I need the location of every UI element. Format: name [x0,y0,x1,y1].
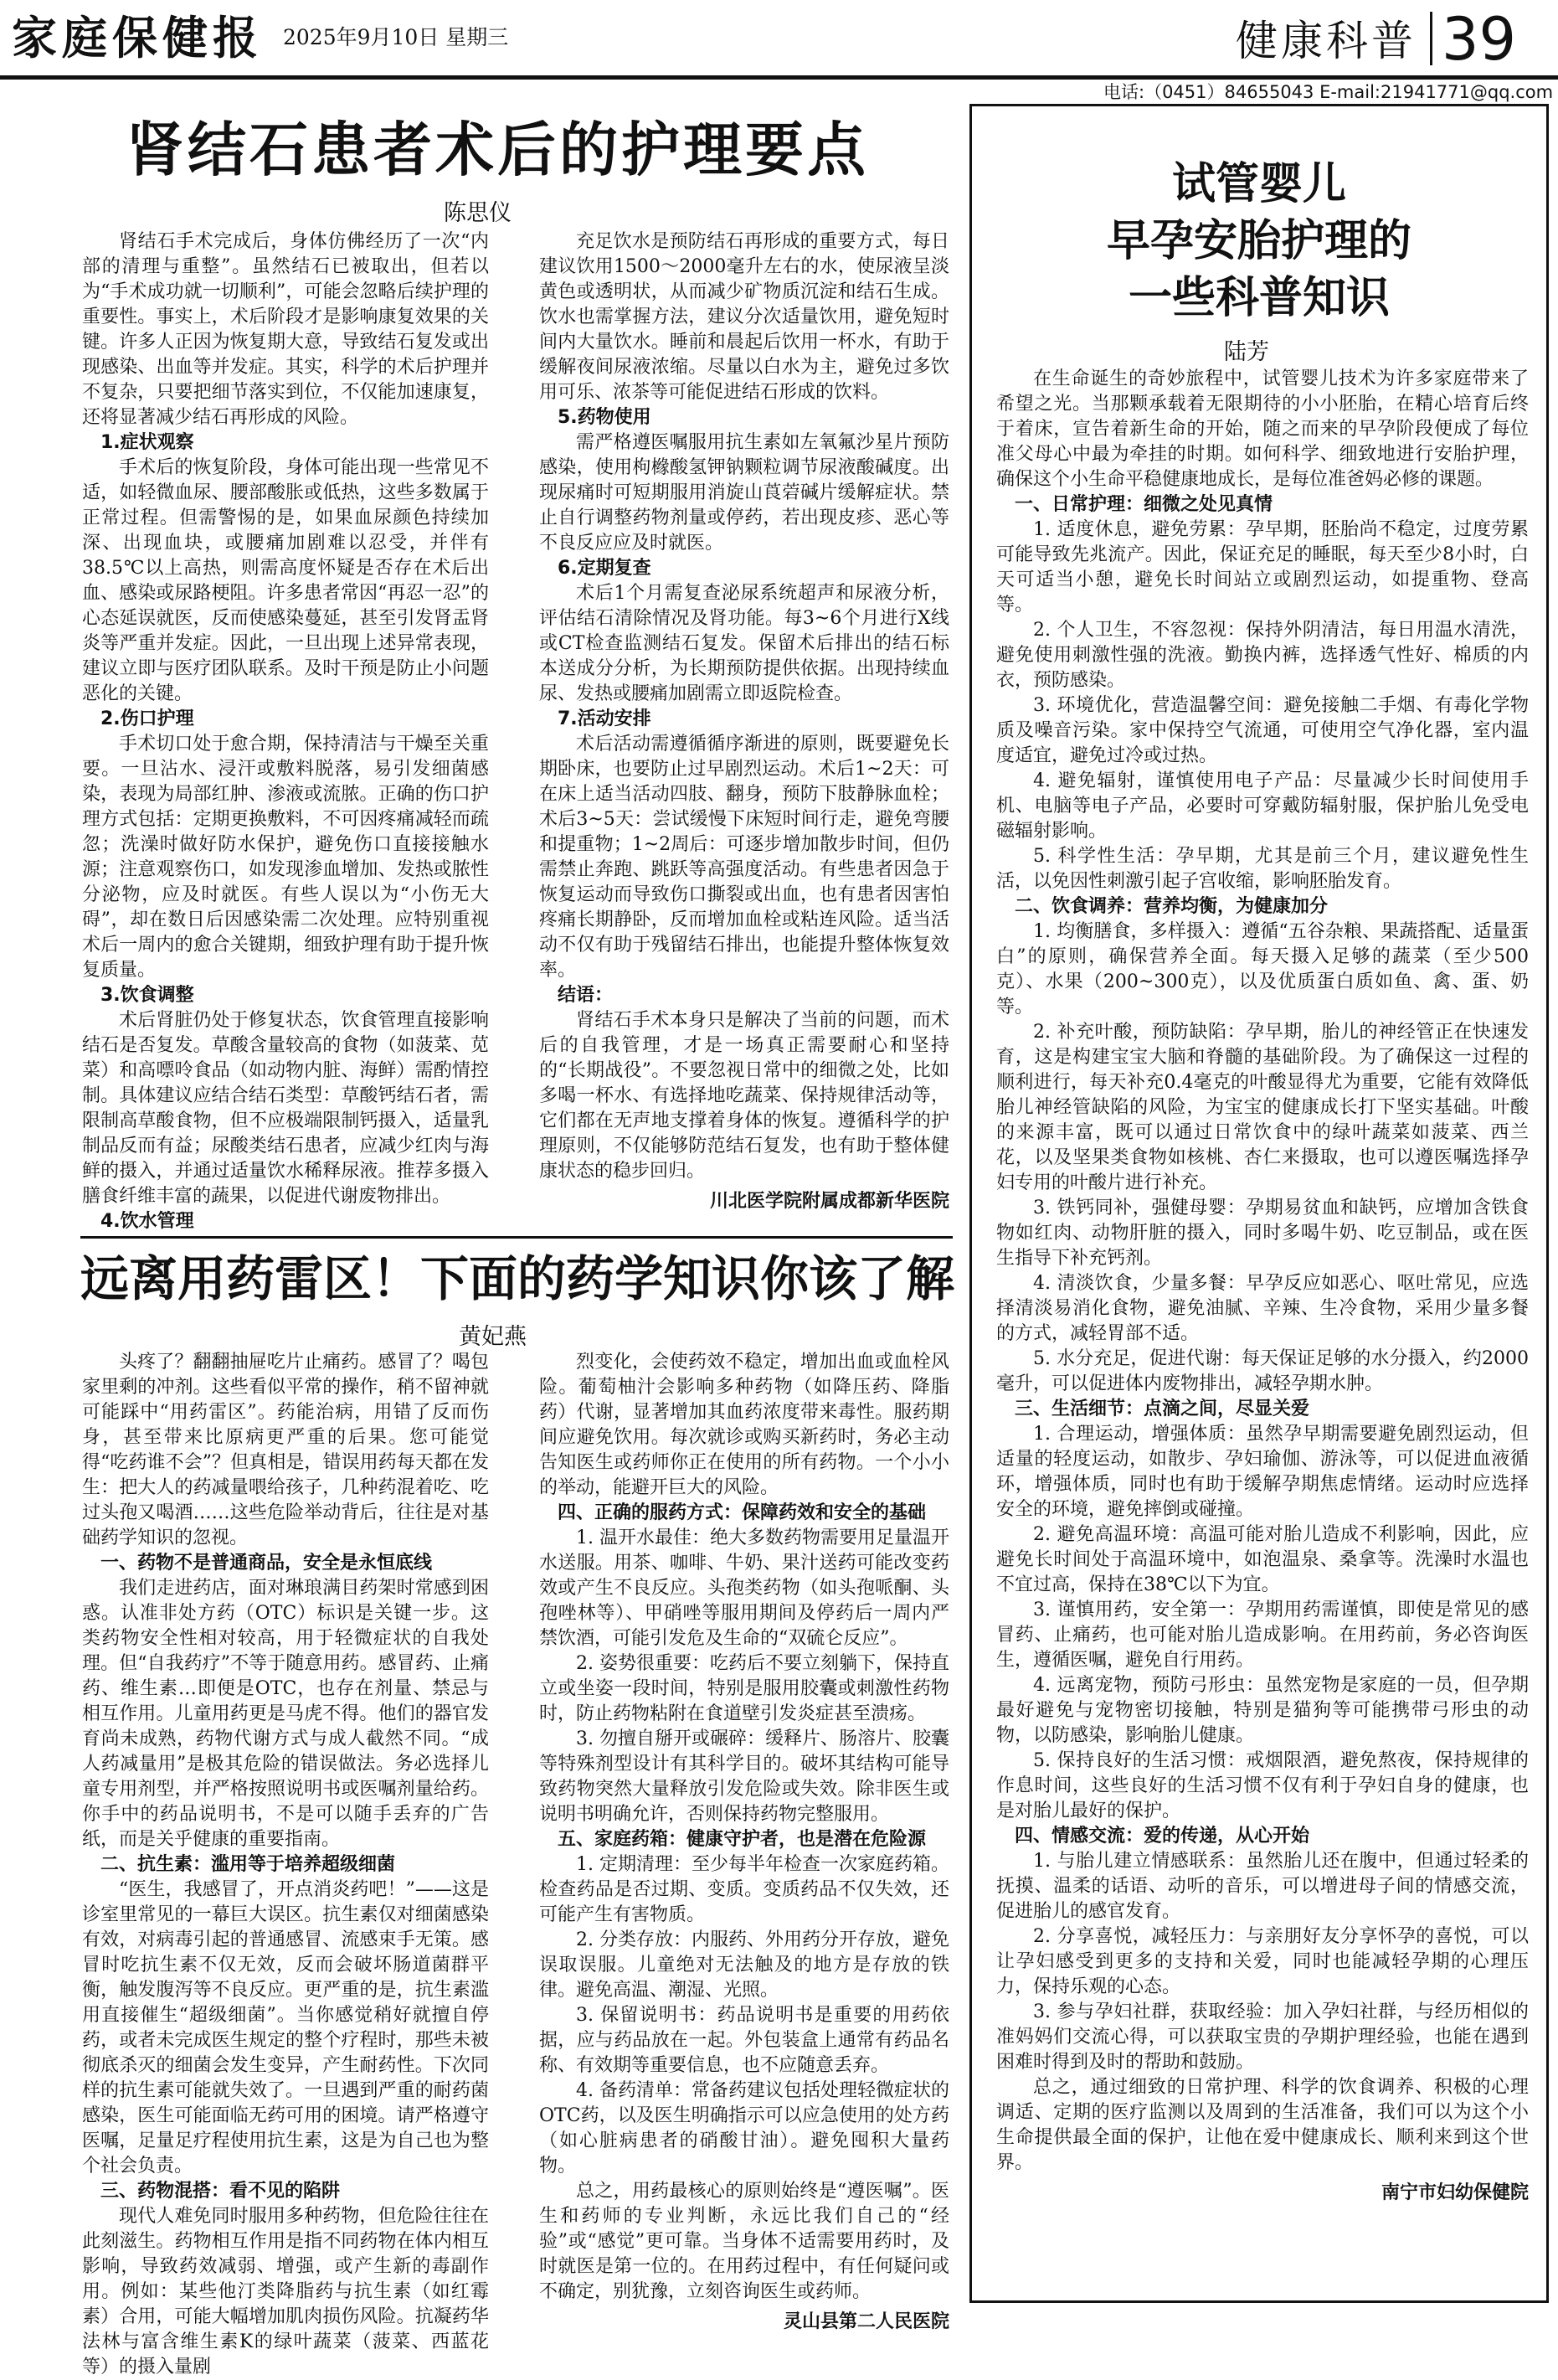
paragraph: 5. 水分充足，促进代谢：每天保证足够的水分摄入，约2000毫升，可以促进体内废物排出，减轻孕期水肿。 [996,1348,1529,1394]
masthead-rule [0,75,1558,80]
paragraph: 充足饮水是预防结石再形成的重要方式，每日建议饮用1500～2000毫升左右的水，使尿液呈淡黄色或透明状，从而减少矿物质沉淀和结石生成。饮水也需掌握方法，建议分次适量饮用，避免短时间内大量饮水。睡前和晨起后饮用一杯水，有助于缓解夜间尿液浓缩。尽量以白水为主，避免过多饮用可乐、浓茶等可能促进结石形成的饮料。 [539,231,949,403]
paragraph: 5. 保持良好的生活习惯：戒烟限酒，避免熬夜，保持规律的作息时间，这些良好的生活习惯不仅有利于孕妇自身的健康，也是对胎儿最好的保护。 [996,1750,1529,1821]
section-heading: 6.定期复查 [558,558,651,579]
paragraph: 术后肾脏仍处于修复状态，饮食管理直接影响结石是否复发。草酸含量较高的食物（如菠菜、苋菜）和高嘌呤食品（如动物内脏、海鲜）需酌情控制。具体建议应结合结石类型：草酸钙结石者，需限制高草酸食物，但不应极端限制钙摄入，适量乳制品反而有益；尿酸类结石患者，应减少红肉与海鲜的摄入，并通过适量饮水稀释尿液。推荐多摄入膳食纤维丰富的蔬果，以促进代谢废物排出。 [82,1010,489,1207]
paragraph: 术后活动需遵循循序渐进的原则，既要避免长期卧床，也要防止过早剧烈运动。术后1~2天：可在床上适当活动四肢、翻身，预防下肢静脉血栓；术后3~5天：尝试缓慢下床短时间行走，避免弯腰和提重物；1~2周后：可逐步增加散步时间，但仍需禁止奔跑、跳跃等高强度活动。有些患者因急于恢复运动而导致伤口撕裂或出血，也有患者因害怕疼痛长期静卧，反而增加血栓或粘连风险。适当活动不仅有助于残留结石排出，也能提升整体恢复效率。 [539,734,949,981]
article3-headline-line-1: 试管婴儿 [1171,158,1346,209]
section-heading: 5.药物使用 [558,407,651,428]
section-heading: 7.活动安排 [558,708,651,729]
article2-column-2 [539,1350,949,2332]
paragraph: 需严格遵医嘱服用抗生素如左氧氟沙星片预防感染，使用枸橼酸氢钾钠颗粒调节尿液酸碱度。出现尿痛时可短期服用消旋山莨菪碱片缓解症状。禁止自行调整药物剂量或停药，若出现皮疹、恶心等不良反应应及时就医。 [539,432,949,554]
paragraph: 2. 分类存放：内服药、外用药分开存放，避免误取误服。儿童绝对无法触及的地方是存放的铁律。避免高温、潮湿、光照。 [539,1929,949,2001]
article1-headline: 肾结石患者术后的护理要点 [126,115,869,184]
newspaper-title: 家庭保健报 [12,11,263,64]
paragraph: 3. 环境优化，营造温馨空间：避免接触二手烟、有毒化学物质及噪音污染。家中保持空气流通，可使用空气净化器，室内温度适宜，避免过冷或过热。 [996,695,1529,766]
section-heading: 三、药物混搭：看不见的陷阱 [100,2181,341,2202]
paragraph: 1. 合理运动，增强体质：虽然孕早期需要避免剧烈运动，但适量的轻度运动，如散步、孕妇瑜伽、游泳等，可以促进血液循环，增强体质，同时也有助于缓解孕期焦虑情绪。运动时应选择安全的环境，避免摔倒或碰撞。 [996,1424,1529,1520]
paragraph: 肾结石手术本身只是解决了当前的问题，而术后的自我管理，才是一场真正需要耐心和坚持的“长期战役”。不要忽视日常中的细微之处，比如多喝一杯水、有选择地吃蔬菜、保持规律活动等，它们都在无声地支撑着身体的恢复。遵循科学的护理原则，不仅能够防范结石复发，也有助于整体健康状态的稳步回归。 [539,1010,949,1182]
article2-column-1 [82,1350,489,2377]
section-heading: 四、正确的服药方式：保障药效和安全的基础 [558,1502,927,1523]
paragraph: 2. 个人卫生，不容忽视：保持外阴清洁，每日用温水清洗，避免使用刺激性强的洗液。勤换内裤，选择透气性好、棉质的内衣，预防感染。 [996,620,1529,691]
issue-date: 2025年9月10日 星期三 [283,25,509,49]
article1-column-2 [539,229,949,1231]
paragraph: 4. 清淡饮食，少量多餐：早孕反应如恶心、呕吐常见，应选择清淡易消化食物，避免油腻、辛辣、生冷食物，采用少量多餐的方式，减轻胃部不适。 [996,1273,1529,1344]
paragraph: 手术后的恢复阶段，身体可能出现一些常见不适，如轻微血尿、腰部酸胀或低热，这些多数属于正常过程。但需警惕的是，如果血尿颜色持续加深、出现血块，或腰痛加剧难以忍受，并伴有38.5℃以上高热，则需高度怀疑是否存在术后出血、感染或尿路梗阻。许多患者常因“再忍一忍”的心态延误就医，反而使感染蔓延，甚至引发肾盂肾炎等严重并发症。因此，一旦出现上述异常表现，建议立即与医疗团队联系。及时干预是防止小问题恶化的关键。 [82,457,489,704]
article2-headline: 远离用药雷区！下面的药学知识你该了解 [80,1250,955,1307]
paragraph: 3. 铁钙同补，强健母婴：孕期易贫血和缺钙，应增加含铁食物如红肉、动物肝脏的摄入，同时多喝牛奶、吃豆制品，或在医生指导下补充钙剂。 [996,1198,1529,1269]
paragraph: 2. 分享喜悦，减轻压力：与亲朋好友分享怀孕的喜悦，可以让孕妇感受到更多的支持和关爱，同时也能减轻孕期的心理压力，保持乐观的心态。 [996,1926,1529,1997]
section-heading: 1.症状观察 [100,432,194,453]
section-name: 健康科普 [1236,17,1417,65]
section-heading: 一、药物不是普通商品，安全是永恒底线 [100,1553,433,1574]
paragraph: 我们走进药店，面对琳琅满目药架时常感到困惑。认准非处方药（OTC）标识是关键一步。这类药物安全性相对较高，用于轻微症状的自我处理。但“自我药疗”不等于随意用药。感冒药、止痛药、维生素…即便是OTC，也存在剂量、禁忌与相互作用。儿童用药更是马虎不得。他们的器官发育尚未成熟，药物代谢方式与成人截然不同。“成人药减量用”是极其危险的错误做法。务必选择儿童专用剂型，并严格按照说明书或医嘱剂量给药。你手中的药品说明书，不是可以随手丢弃的广告纸，而是关乎健康的重要指南。 [82,1578,489,1850]
article3-author: 陆芳 [1224,339,1269,365]
article3-body [996,367,1529,2293]
paragraph: 肾结石手术完成后，身体仿佛经历了一次“内部的清理与重整”。虽然结石已被取出，但若以为“手术成功就一切顺利”，可能会忽略后续护理的重要性。事实上，术后阶段才是影响康复效果的关键。许多人正因为恢复期大意，导致结石复发或出现感染、出血等并发症。其实，科学的术后护理并不复杂，只要把细节落实到位，不仅能加速康复，还将显著减少结石再形成的风险。 [82,231,489,428]
paragraph: 2. 避免高温环境：高温可能对胎儿造成不利影响，因此，应避免长时间处于高温环境中，如泡温泉、桑拿等。洗澡时水温也不宜过高，保持在38℃以下为宜。 [996,1524,1529,1595]
paragraph: 1. 均衡膳食，多样摄入：遵循“五谷杂粮、果蔬搭配、适量蛋白”的原则，确保营养全面。每天摄入足够的蔬菜（至少500克）、水果（200~300克），以及优质蛋白质如鱼、禽、蛋、奶等。 [996,921,1529,1017]
paragraph: 现代人难免同时服用多种药物，但危险往往在此刻滋生。药物相互作用是指不同药物在体内相互影响，导致药效减弱、增强，或产生新的毒副作用。例如：某些他汀类降脂药与抗生素（如红霉素）合用，可能大幅增加肌肉损伤风险。抗凝药华法林与富含维生素K的绿叶蔬菜（菠菜、西蓝花等）的摄入量剧 [82,2206,489,2377]
section-heading: 二、饮食调养：营养均衡，为健康加分 [1015,896,1329,917]
paragraph: 头疼了？翻翻抽屉吃片止痛药。感冒了？喝包家里剩的冲剂。这些看似平常的操作，稍不留神就可能踩中“用药雷区”。药能治病，用错了反而伤身，甚至带来比原病更严重的后果。您可能觉得“吃药谁不会”？但真相是，错误用药每天都在发生：把大人的药减量喂给孩子，几种药混着吃、吃过头孢又喝酒……这些危险举动背后，往往是对基础药学知识的忽视。 [82,1352,489,1548]
paragraph: 3. 谨慎用药，安全第一：孕期用药需谨慎，即使是常见的感冒药、止痛药，也可能对胎儿造成影响。在用药前，务必咨询医生，遵循医嘱，避免自行用药。 [996,1600,1529,1671]
paragraph: 3. 参与孕妇社群，获取经验：加入孕妇社群，与经历相似的准妈妈们交流心得，可以获取宝贵的孕期护理经验，也能在遇到困难时得到及时的帮助和鼓励。 [996,2001,1529,2073]
section-heading: 3.饮食调整 [100,985,194,1006]
section-heading: 四、情感交流：爱的传递，从心开始 [1015,1826,1310,1847]
paragraph: 1. 适度休息，避免劳累：孕早期，胚胎尚不稳定，过度劳累可能导致先兆流产。因此，保证充足的睡眠，每天至少8小时，白天可适当小憩，避免长时间站立或剧烈运动，如提重物、登高等。 [996,519,1529,616]
section-heading: 4.饮水管理 [100,1211,194,1232]
paragraph: 3. 保留说明书：药品说明书是重要的用药依据，应与药品放在一起。外包装盒上通常有药品名称、有效期等重要信息，也不应随意丢弃。 [539,2005,949,2076]
paragraph: 烈变化，会使药效不稳定，增加出血或血栓风险。葡萄柚汁会影响多种药物（如降压药、降脂药）代谢，显著增加其血药浓度带来毒性。服药期间应避免饮用。每次就诊或购买新药时，务必主动告知医生或药师你正在使用的所有药物。一个小小的举动，能避开巨大的风险。 [539,1352,949,1498]
paragraph: 5. 科学性生活：孕早期，尤其是前三个月，建议避免性生活，以免因性刺激引起子宫收缩，影响胚胎发育。 [996,846,1529,892]
paragraph: 手术切口处于愈合期，保持清洁与干燥至关重要。一旦沾水、浸汗或敷料脱落，易引发细菌感染，表现为局部红肿、渗液或流脓。正确的伤口护理方式包括：定期更换敷料，不可因疼痛减轻而疏忽；洗澡时做好防水保护，避免伤口直接接触水源；注意观察伤口，如发现渗血增加、发热或脓性分泌物，应及时就医。有些人误以为“小伤无大碍”，却在数日后因感染需二次处理。应特别重视术后一周内的愈合关键期，细致护理有助于提升恢复质量。 [82,734,489,981]
section-heading: 五、家庭药箱：健康守护者，也是潜在危险源 [558,1829,927,1850]
article2-author: 黄妃燕 [459,1324,527,1350]
article3-headline [969,156,1549,327]
paragraph: “医生，我感冒了，开点消炎药吧！”——这是诊室里常见的一幕巨大误区。抗生素仅对细菌感染有效，对病毒引起的普通感冒、流感束手无策。感冒时吃抗生素不仅无效，反而会破坏肠道菌群平衡，触发腹泻等不良反应。更严重的是，抗生素滥用直接催生“超级细菌”。当你感觉稍好就擅自停药，或者未完成医生规定的整个疗程时，那些未被彻底杀灭的细菌会发生变异，产生耐药性。下次同样的抗生素可能就失效了。一旦遇到严重的耐药菌感染，医生可能面临无药可用的困境。请严格遵守医嘱，足量足疗程使用抗生素，这是为自己也为整个社会负责。 [82,1879,489,2177]
paragraph: 4. 避免辐射，谨慎使用电子产品：尽量减少长时间使用手机、电脑等电子产品，必要时可穿戴防辐射服，保护胎儿免受电磁辐射影响。 [996,770,1529,842]
author-affiliation: 川北医学院附属成都新华医院 [709,1191,949,1212]
author-affiliation: 南宁市妇幼保健院 [1381,2182,1529,2203]
article3-headline-line-2: 早孕安胎护理的 [1106,215,1411,266]
masthead-divider [1430,12,1432,65]
paragraph: 在生命诞生的奇妙旅程中，试管婴儿技术为许多家庭带来了希望之光。当那颗承载着无限期待的小小胚胎，在精心培育后终于着床，宣告着新生命的开始，随之而来的早孕阶段便成了每位准父母心中最为牵挂的时期。如何科学、细致地进行安胎护理，确保这个小生命平稳健康地成长，是每位准爸妈必修的课题。 [996,368,1529,490]
article-divider [80,1236,953,1239]
paragraph: 1. 与胎儿建立情感联系：虽然胎儿还在腹中，但通过轻柔的抚摸、温柔的话语、动听的音乐，可以增进母子间的情感交流，促进胎儿的感官发育。 [996,1851,1529,1922]
paragraph: 3. 勿擅自掰开或碾碎：缓释片、肠溶片、胶囊等特殊剂型设计有其科学目的。破坏其结构可能导致药物突然大量释放引发危险或失效。除非医生或说明书明确允许，否则保持药物完整服用。 [539,1728,949,1825]
paragraph: 总之，通过细致的日常护理、科学的饮食调养、积极的心理调适、定期的医疗监测以及周到的生活准备，我们可以为这个小生命提供最全面的保护，让他在爱中健康成长、顺利来到这个世界。 [996,2077,1529,2173]
paragraph: 1. 温开水最佳：绝大多数药物需要用足量温开水送服。用茶、咖啡、牛奶、果汁送药可能改变药效或产生不良反应。头孢类药物（如头孢哌酮、头孢唑林等）、甲硝唑等服用期间及停药后一周内严禁饮酒，可能引发危及生命的“双硫仑反应”。 [539,1527,949,1649]
article1-author: 陈思仪 [444,200,512,226]
section-heading: 结语： [558,985,614,1006]
section-heading: 二、抗生素：滥用等于培养超级细菌 [100,1854,396,1875]
article3-headline-line-3: 一些科普知识 [1128,272,1390,323]
article1-column-1 [82,229,489,1231]
masthead [0,0,1558,75]
paragraph: 1. 定期清理：至少每半年检查一次家庭药箱。检查药品是否过期、变质。变质药品不仅失效，还可能产生有害物质。 [539,1854,949,1925]
paragraph: 2. 补充叶酸，预防缺陷：孕早期，胎儿的神经管正在快速发育，这是构建宝宝大脑和脊髓的基础阶段。为了确保这一过程的顺利进行，每天补充0.4毫克的叶酸显得尤为重要，它能有效降低胎儿神经管缺陷的风险，为宝宝的健康成长打下坚实基础。叶酸的来源丰富，既可以通过日常饮食中的绿叶蔬菜如菠菜、西兰花，以及坚果类食物如核桃、杏仁来摄取，也可以遵医嘱选择孕妇专用的叶酸片进行补充。 [996,1022,1529,1193]
paragraph: 4. 远离宠物，预防弓形虫：虽然宠物是家庭的一员，但孕期最好避免与宠物密切接触，特别是猫狗等可能携带弓形虫的动物，以防感染，影响胎儿健康。 [996,1675,1529,1746]
paragraph: 术后1个月需复查泌尿系统超声和尿液分析，评估结石清除情况及肾功能。每3~6个月进行X线或CT检查监测结石复发。保留术后排出的结石标本送成分分析，为长期预防提供依据。出现持续血尿、发热或腰痛加剧需立即返院检查。 [539,583,949,704]
author-affiliation: 灵山县第二人民医院 [783,2311,949,2332]
paragraph: 4. 备药清单：常备药建议包括处理轻微症状的OTC药，以及医生明确指示可以应急使用的处方药（如心脏病患者的硝酸甘油）。避免囤积大量药物。 [539,2080,949,2177]
section-heading: 2.伤口护理 [100,708,194,729]
contact-info: 电话:（0451）84655043 E-mail:21941771@qq.com [1103,82,1554,102]
section-heading: 三、生活细节：点滴之间，尽显关爱 [1015,1399,1310,1419]
paragraph: 2. 姿势很重要：吃药后不要立刻躺下，保持直立或坐姿一段时间，特别是服用胶囊或刺激性药物时，防止药物粘附在食道壁引发炎症甚至溃疡。 [539,1653,949,1724]
page-number: 39 [1442,5,1517,74]
section-heading: 一、日常护理：细微之处见真情 [1015,494,1273,515]
paragraph: 总之，用药最核心的原则始终是“遵医嘱”。医生和药师的专业判断，永远比我们自己的“经验”或“感觉”更可靠。当身体不适需要用药时，及时就医是第一位的。在用药过程中，有任何疑问或不确定，别犹豫，立刻咨询医生或药师。 [539,2181,949,2302]
